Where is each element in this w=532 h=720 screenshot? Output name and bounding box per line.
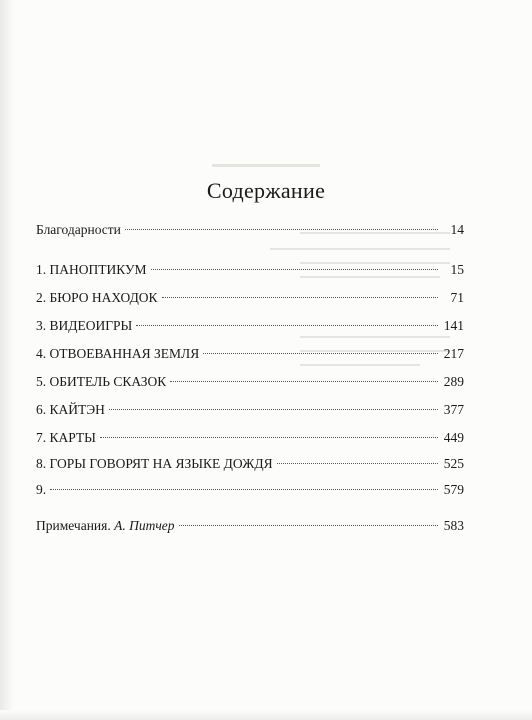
toc-entry[interactable] [36,260,464,280]
toc-entry[interactable] [36,454,464,474]
notes-label: Примечания. [36,518,111,533]
dot-leader [50,489,438,490]
toc-entry-label: 9. [36,482,47,497]
toc-entry[interactable] [36,288,464,308]
page-edge-shadow-bottom [0,710,532,720]
dot-leader [277,463,438,464]
toc-entry-notes[interactable] [36,516,464,536]
toc-entry-page: 14 [450,222,464,237]
toc-entry-label: 7. КАРТЫ [36,430,96,445]
toc-entry[interactable] [36,372,464,392]
bleed-through-stroke [270,248,450,250]
dot-leader [179,525,438,526]
toc-entry-page: 377 [443,402,464,417]
toc-entry[interactable] [36,428,464,448]
dot-leader [100,437,438,438]
toc-entry-page: 579 [443,482,464,497]
toc-entry-page: 15 [450,262,464,277]
toc-entry-label: Благодарности [36,222,121,237]
toc-title: Содержание [206,178,326,203]
dot-leader [136,325,438,326]
toc-entry-page: 71 [450,290,464,305]
toc-entry[interactable] [36,344,464,364]
toc-entry-label: 2. БЮРО НАХОДОК [36,290,158,305]
toc-entry[interactable] [36,480,464,500]
toc-entry-page: 141 [443,318,464,333]
bleed-through-stroke [212,164,320,167]
bleed-through-stroke [300,364,420,366]
toc-entry-label: 8. ГОРЫ ГОВОРЯТ НА ЯЗЫКЕ ДОЖДЯ [36,456,273,471]
toc-entry-label: 6. КАЙТЭН [36,402,105,417]
dot-leader [170,381,438,382]
toc-entry-page: 289 [443,374,464,389]
dot-leader [109,409,438,410]
toc-entry-page: 583 [443,518,464,533]
toc-entry-page: 449 [443,430,464,445]
toc-entry[interactable] [36,316,464,336]
bleed-through-stroke [300,336,450,338]
dot-leader [125,229,438,230]
dot-leader [203,353,438,354]
dot-leader [151,269,438,270]
toc-entry-label [36,516,175,536]
toc-entry-label: 1. ПАНОПТИКУМ [36,262,147,277]
toc-entry-label: 3. ВИДЕОИГРЫ [36,318,133,333]
toc-entry-page: 217 [443,346,464,361]
page-edge-shadow-left [0,0,14,720]
toc-entry[interactable] [36,400,464,420]
toc-entry-page: 525 [443,456,464,471]
toc-entry-label: 4. ОТВОЕВАННАЯ ЗЕМЛЯ [36,346,200,361]
dot-leader [162,297,438,298]
notes-author: А. Питчер [114,518,175,533]
toc-entry[interactable] [36,220,464,240]
toc-entry-label: 5. ОБИТЕЛЬ СКАЗОК [36,374,167,389]
